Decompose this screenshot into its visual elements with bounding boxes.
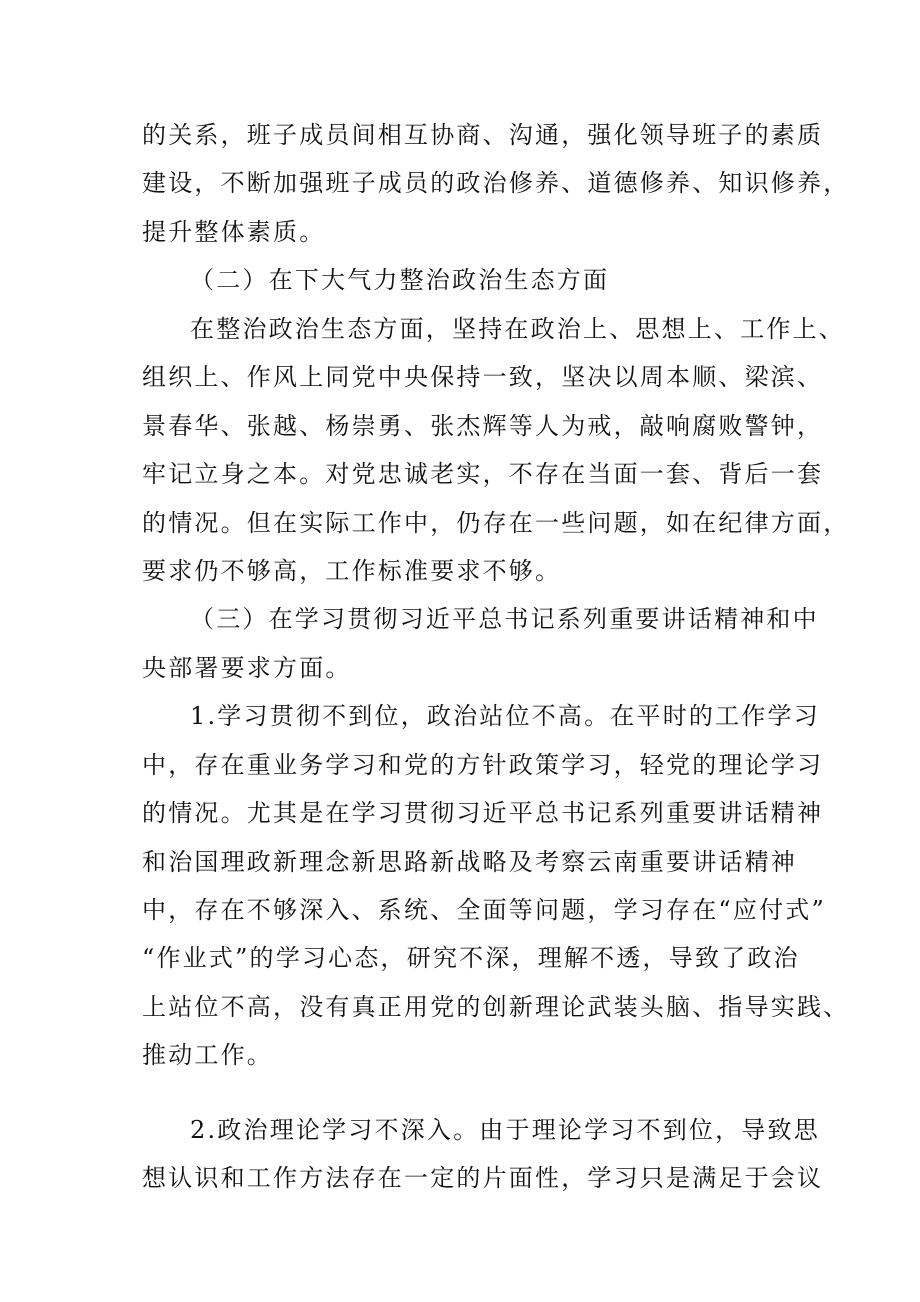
text-line: 在整治政治生态方面，坚持在政治上、思想上、工作上、	[190, 315, 845, 343]
text-line: 中，存在不够深入、系统、全面等问题，学习存在“应付式”	[142, 896, 826, 924]
text-line: 的关系，班子成员间相互协商、沟通，强化领导班子的素质	[142, 121, 824, 149]
text-line: 组织上、作风上同党中央保持一致，坚决以周本顺、梁滨、	[142, 363, 824, 391]
text-line: 提升整体素质。	[142, 218, 326, 246]
section-heading: （三）在学习贯彻习近平总书记系列重要讲话精神和中	[190, 605, 819, 633]
text-line: 中，存在重业务学习和党的方针政策学习，轻党的理论学习	[142, 751, 824, 779]
text-line: 牢记立身之本。对党忠诚老实，不存在当面一套、背后一套	[142, 460, 824, 488]
text-line: 推动工作。	[142, 1041, 273, 1069]
text-line: 想认识和工作方法存在一定的片面性，学习只是满足于会议	[142, 1164, 824, 1192]
text-line: 上站位不高，没有真正用党的创新理论武装头脑、指导实践、	[142, 993, 850, 1021]
section-heading: （二）在下大气力整治政治生态方面	[190, 266, 610, 294]
text-line: 和治国理政新理念新思路新战略及考察云南重要讲话精神	[142, 848, 797, 876]
text-line: 央部署要求方面。	[142, 654, 352, 682]
text-line: “作业式”的学习心态，研究不深，理解不透，导致了政治	[142, 944, 800, 972]
text-line: 景春华、张越、杨崇勇、张杰辉等人为戒，敲响腐败警钟，	[142, 412, 824, 440]
numbered-item: 1.学习贯彻不到位，政治站位不高。在平时的工作学习	[190, 702, 820, 730]
text-line: 的情况。尤其是在学习贯彻习近平总书记系列重要讲话精神	[142, 799, 824, 827]
text-line: 要求仍不够高，工作标准要求不够。	[142, 557, 562, 585]
numbered-item: 2.政治理论学习不深入。由于理论学习不到位，导致思	[190, 1116, 820, 1144]
text-line: 的情况。但在实际工作中，仍存在一些问题，如在纪律方面，	[142, 509, 850, 537]
text-line: 建设，不断加强班子成员的政治修养、道德修养、知识修养，	[142, 169, 850, 197]
